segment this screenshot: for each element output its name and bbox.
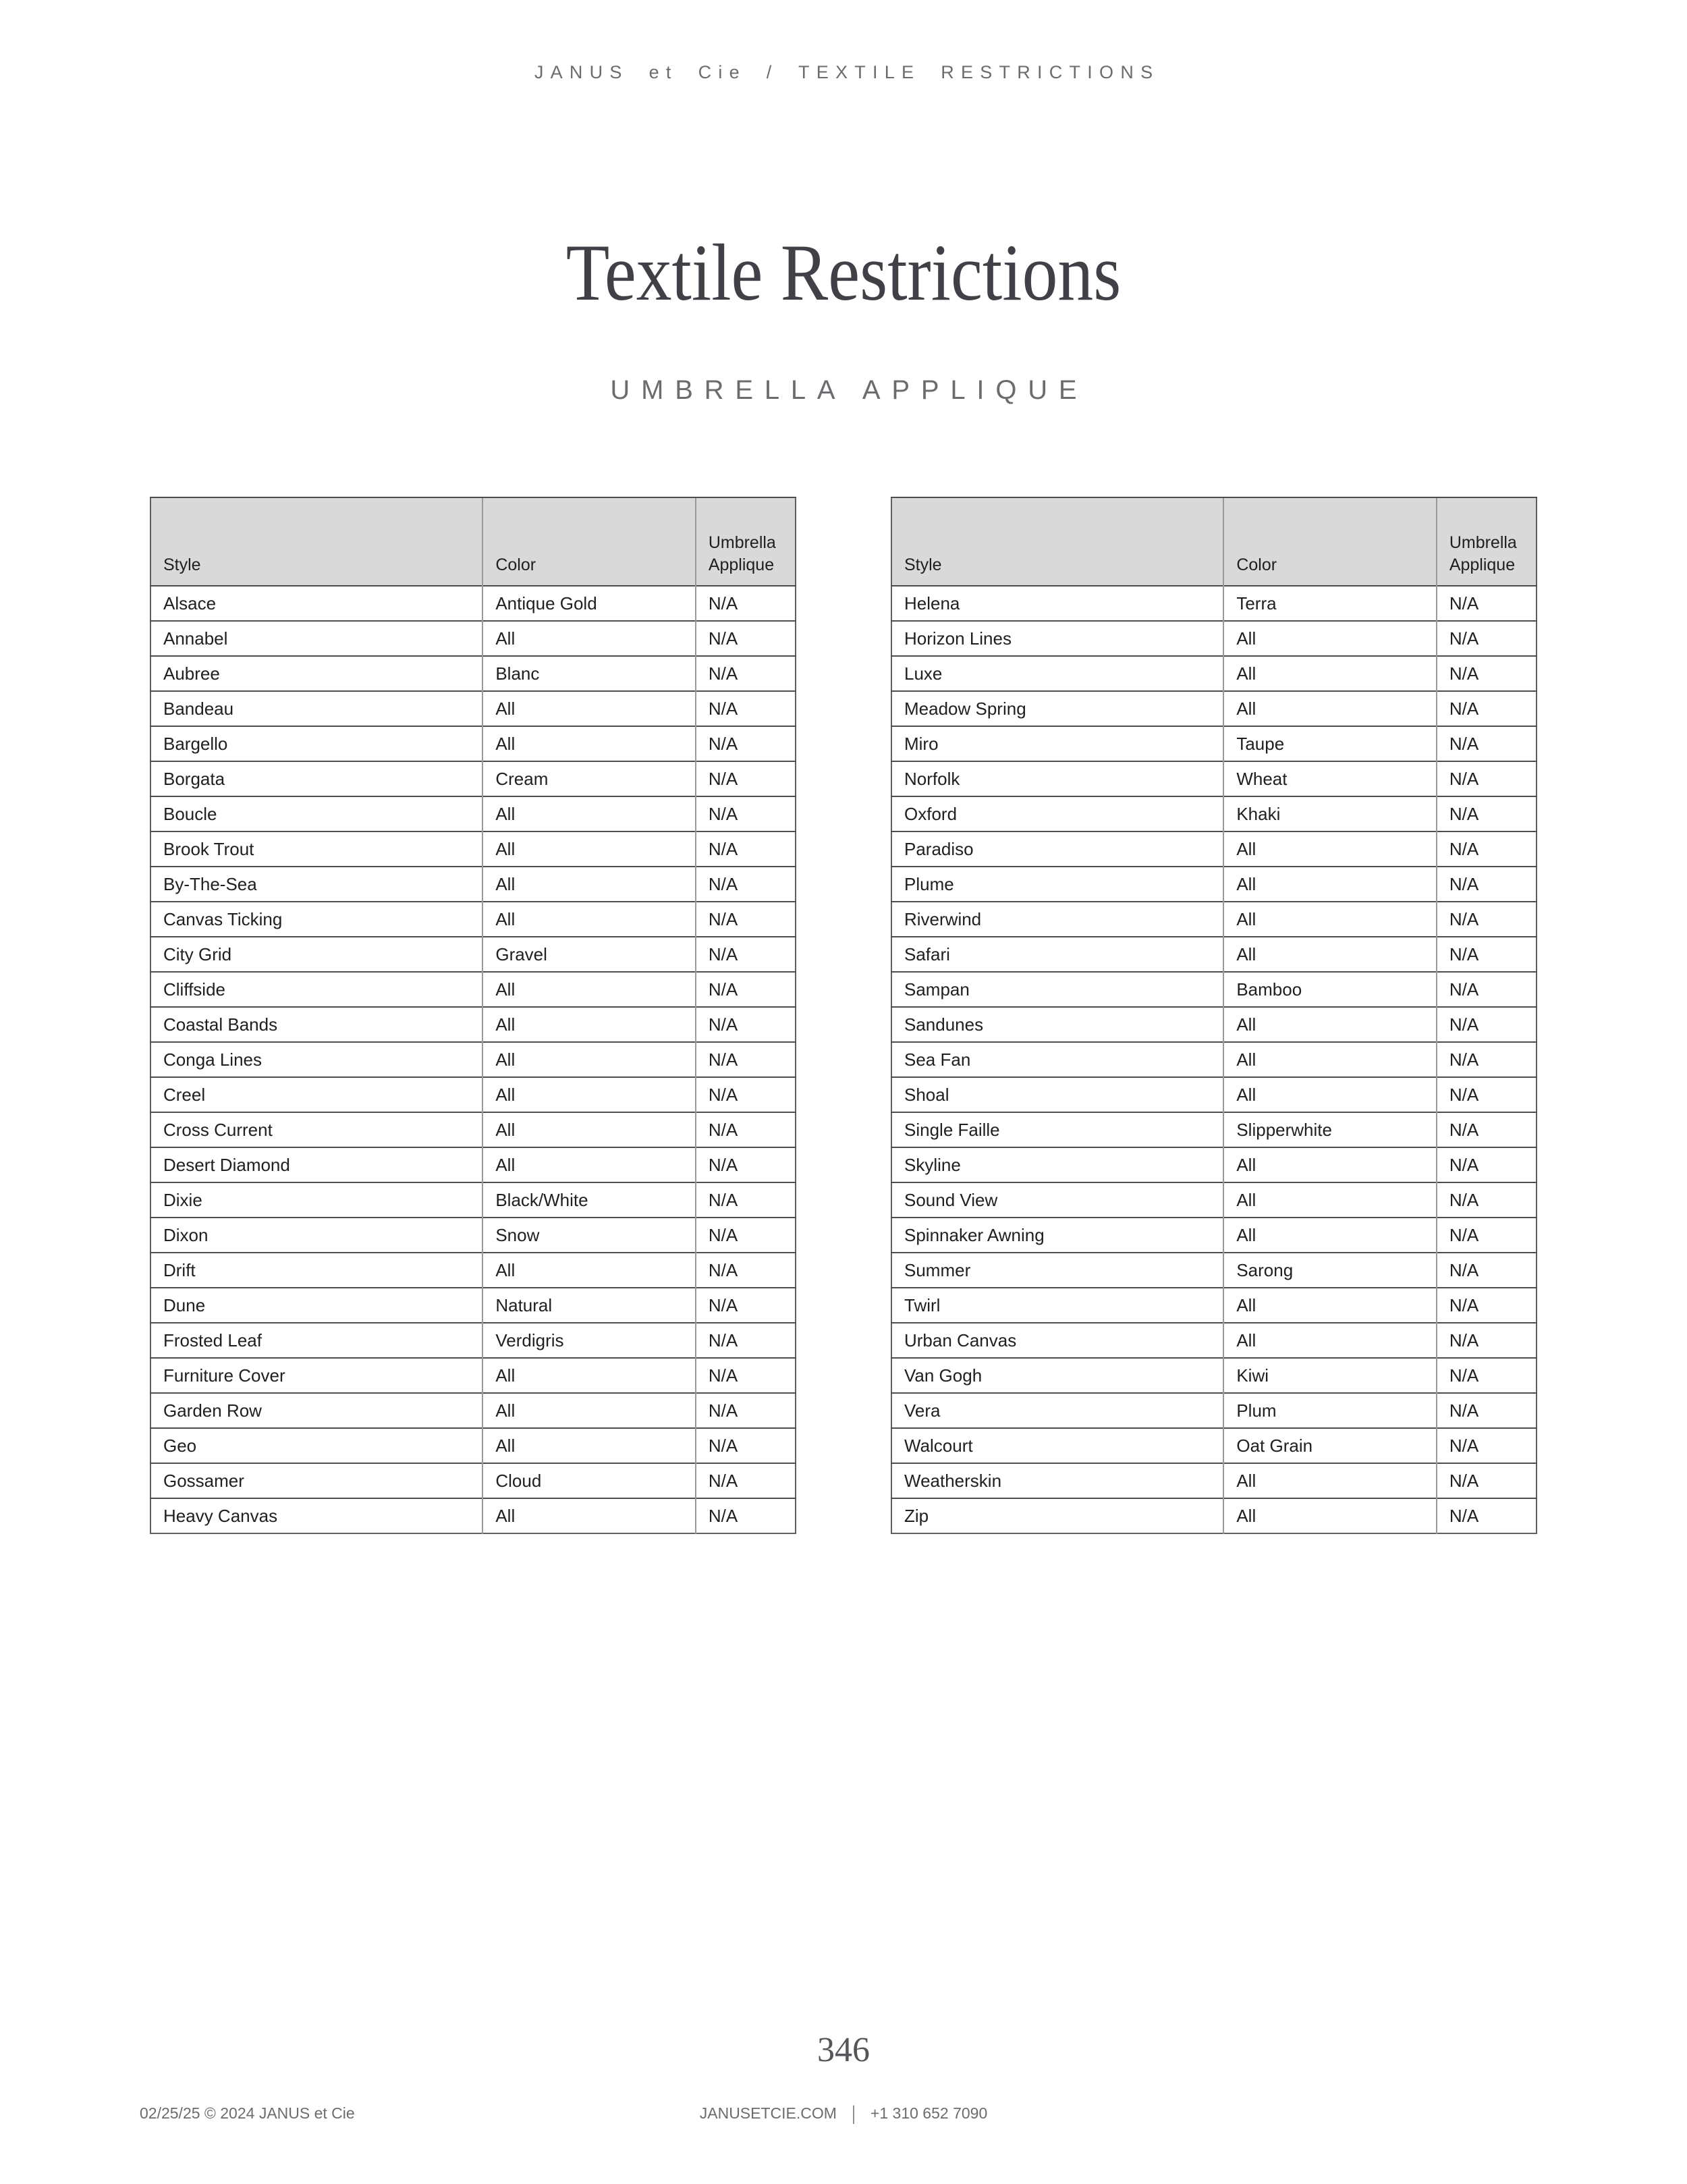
umbrella-applique-cell: N/A xyxy=(1437,761,1537,796)
table-row xyxy=(891,1288,1537,1323)
table-row xyxy=(150,691,796,726)
table-row xyxy=(891,1182,1537,1218)
color-cell: All xyxy=(482,1147,695,1182)
color-cell: Black/White xyxy=(482,1182,695,1218)
umbrella-applique-cell: N/A xyxy=(1437,621,1537,656)
color-cell: Natural xyxy=(482,1288,695,1323)
umbrella-applique-cell: N/A xyxy=(696,1498,796,1533)
style-cell: Dixie xyxy=(150,1182,482,1218)
color-cell: All xyxy=(1223,1042,1436,1077)
umbrella-applique-cell: N/A xyxy=(1437,1077,1537,1112)
color-cell: Terra xyxy=(1223,586,1436,621)
color-cell: All xyxy=(482,1498,695,1533)
color-cell: All xyxy=(1223,1147,1436,1182)
table-row xyxy=(150,1112,796,1147)
table-row xyxy=(150,1358,796,1393)
table-row xyxy=(891,867,1537,902)
table-row xyxy=(150,1218,796,1253)
color-cell: Verdigris xyxy=(482,1323,695,1358)
umbrella-applique-cell: N/A xyxy=(1437,1147,1537,1182)
style-cell: Annabel xyxy=(150,621,482,656)
umbrella-applique-cell: N/A xyxy=(696,1182,796,1218)
umbrella-applique-cell: N/A xyxy=(696,1288,796,1323)
color-cell: All xyxy=(482,1253,695,1288)
table-row xyxy=(891,1393,1537,1428)
style-cell: Spinnaker Awning xyxy=(891,1218,1223,1253)
footer-website: JANUSETCIE.COM xyxy=(699,2104,837,2122)
table-row xyxy=(891,1358,1537,1393)
column-header-color: Color xyxy=(482,497,695,586)
style-cell: Cross Current xyxy=(150,1112,482,1147)
table-row xyxy=(891,726,1537,761)
umbrella-applique-cell: N/A xyxy=(1437,726,1537,761)
style-cell: Dixon xyxy=(150,1218,482,1253)
table-row xyxy=(891,656,1537,691)
umbrella-applique-cell: N/A xyxy=(696,1253,796,1288)
color-cell: All xyxy=(1223,1218,1436,1253)
style-cell: Borgata xyxy=(150,761,482,796)
style-cell: Frosted Leaf xyxy=(150,1323,482,1358)
color-cell: All xyxy=(1223,1498,1436,1533)
style-cell: Miro xyxy=(891,726,1223,761)
column-header-umbrella-applique: Umbrella Applique xyxy=(1437,497,1537,586)
color-cell: Oat Grain xyxy=(1223,1428,1436,1463)
style-cell: Helena xyxy=(891,586,1223,621)
color-cell: All xyxy=(1223,621,1436,656)
umbrella-applique-cell: N/A xyxy=(696,691,796,726)
color-cell: All xyxy=(482,972,695,1007)
umbrella-applique-cell: N/A xyxy=(696,1393,796,1428)
column-header-style: Style xyxy=(891,497,1223,586)
style-cell: Desert Diamond xyxy=(150,1147,482,1182)
umbrella-applique-cell: N/A xyxy=(1437,1042,1537,1077)
table-row xyxy=(891,1253,1537,1288)
color-cell: Cloud xyxy=(482,1463,695,1498)
table-row xyxy=(891,831,1537,867)
table-row xyxy=(150,1323,796,1358)
color-cell: All xyxy=(1223,1323,1436,1358)
column-header-style: Style xyxy=(150,497,482,586)
style-cell: By-The-Sea xyxy=(150,867,482,902)
page-number: 346 xyxy=(817,2031,870,2069)
color-cell: All xyxy=(482,1112,695,1147)
footer-phone: +1 310 652 7090 xyxy=(870,2104,988,2122)
style-cell: Boucle xyxy=(150,796,482,831)
table-row xyxy=(891,1218,1537,1253)
style-cell: Cliffside xyxy=(150,972,482,1007)
style-cell: Creel xyxy=(150,1077,482,1112)
color-cell: All xyxy=(482,1042,695,1077)
color-cell: Kiwi xyxy=(1223,1358,1436,1393)
table-row xyxy=(150,1007,796,1042)
style-cell: Heavy Canvas xyxy=(150,1498,482,1533)
style-cell: Conga Lines xyxy=(150,1042,482,1077)
color-cell: All xyxy=(482,831,695,867)
table-row xyxy=(891,1042,1537,1077)
umbrella-applique-cell: N/A xyxy=(696,1323,796,1358)
textile-restrictions-table-right xyxy=(891,497,1537,1534)
color-cell: Cream xyxy=(482,761,695,796)
table-row xyxy=(150,1147,796,1182)
style-cell: Alsace xyxy=(150,586,482,621)
style-cell: Single Faille xyxy=(891,1112,1223,1147)
umbrella-applique-cell: N/A xyxy=(696,831,796,867)
style-cell: Coastal Bands xyxy=(150,1007,482,1042)
style-cell: Oxford xyxy=(891,796,1223,831)
style-cell: Riverwind xyxy=(891,902,1223,937)
style-cell: Meadow Spring xyxy=(891,691,1223,726)
style-cell: Safari xyxy=(891,937,1223,972)
color-cell: Bamboo xyxy=(1223,972,1436,1007)
table-row xyxy=(891,1077,1537,1112)
table-row xyxy=(891,1112,1537,1147)
color-cell: Gravel xyxy=(482,937,695,972)
style-cell: Skyline xyxy=(891,1147,1223,1182)
umbrella-applique-cell: N/A xyxy=(696,586,796,621)
table-row xyxy=(150,1042,796,1077)
style-cell: Van Gogh xyxy=(891,1358,1223,1393)
umbrella-applique-cell: N/A xyxy=(696,867,796,902)
style-cell: Sea Fan xyxy=(891,1042,1223,1077)
table-row xyxy=(150,1077,796,1112)
table-row xyxy=(150,1393,796,1428)
style-cell: Sampan xyxy=(891,972,1223,1007)
table-row xyxy=(150,586,796,621)
style-cell: Drift xyxy=(150,1253,482,1288)
umbrella-applique-cell: N/A xyxy=(1437,937,1537,972)
color-cell: Wheat xyxy=(1223,761,1436,796)
style-cell: Garden Row xyxy=(150,1393,482,1428)
umbrella-applique-cell: N/A xyxy=(696,1358,796,1393)
header-row xyxy=(150,497,796,586)
style-cell: City Grid xyxy=(150,937,482,972)
umbrella-applique-cell: N/A xyxy=(696,656,796,691)
umbrella-applique-cell: N/A xyxy=(1437,1218,1537,1253)
umbrella-applique-cell: N/A xyxy=(696,726,796,761)
header-row xyxy=(891,497,1537,586)
umbrella-applique-cell: N/A xyxy=(696,1077,796,1112)
table-row xyxy=(891,972,1537,1007)
style-cell: Plume xyxy=(891,867,1223,902)
style-cell: Sandunes xyxy=(891,1007,1223,1042)
umbrella-applique-cell: N/A xyxy=(1437,796,1537,831)
textile-restrictions-table-left xyxy=(150,497,796,1534)
table-row xyxy=(891,1463,1537,1498)
style-cell: Norfolk xyxy=(891,761,1223,796)
table-row xyxy=(891,1498,1537,1533)
table-row xyxy=(150,1288,796,1323)
umbrella-applique-cell: N/A xyxy=(1437,1358,1537,1393)
style-cell: Walcourt xyxy=(891,1428,1223,1463)
table-row xyxy=(150,796,796,831)
style-cell: Aubree xyxy=(150,656,482,691)
style-cell: Paradiso xyxy=(891,831,1223,867)
color-cell: Khaki xyxy=(1223,796,1436,831)
style-cell: Brook Trout xyxy=(150,831,482,867)
color-cell: Snow xyxy=(482,1218,695,1253)
column-header-color: Color xyxy=(1223,497,1436,586)
color-cell: Plum xyxy=(1223,1393,1436,1428)
style-cell: Bargello xyxy=(150,726,482,761)
page-title: Textile Restrictions xyxy=(565,227,1122,317)
style-cell: Luxe xyxy=(891,656,1223,691)
umbrella-applique-cell: N/A xyxy=(1437,1288,1537,1323)
color-cell: All xyxy=(482,867,695,902)
style-cell: Bandeau xyxy=(150,691,482,726)
table-row xyxy=(150,937,796,972)
footer xyxy=(0,2101,1687,2125)
footer-separator: | xyxy=(851,2101,856,2125)
table-row xyxy=(891,1007,1537,1042)
umbrella-applique-cell: N/A xyxy=(1437,867,1537,902)
footer-copyright: 02/25/25 © 2024 JANUS et Cie xyxy=(140,2104,355,2122)
table-row xyxy=(150,1428,796,1463)
umbrella-applique-cell: N/A xyxy=(1437,902,1537,937)
umbrella-applique-cell: N/A xyxy=(696,621,796,656)
color-cell: All xyxy=(482,1393,695,1428)
color-cell: All xyxy=(1223,902,1436,937)
umbrella-applique-cell: N/A xyxy=(1437,1428,1537,1463)
color-cell: All xyxy=(1223,1288,1436,1323)
umbrella-applique-cell: N/A xyxy=(696,796,796,831)
color-cell: All xyxy=(482,796,695,831)
page-subtitle: UMBRELLA APPLIQUE xyxy=(610,375,1088,405)
column-header-umbrella-applique: Umbrella Applique xyxy=(696,497,796,586)
style-cell: Canvas Ticking xyxy=(150,902,482,937)
color-cell: Sarong xyxy=(1223,1253,1436,1288)
color-cell: All xyxy=(482,726,695,761)
umbrella-applique-cell: N/A xyxy=(1437,691,1537,726)
style-cell: Weatherskin xyxy=(891,1463,1223,1498)
style-cell: Twirl xyxy=(891,1288,1223,1323)
style-cell: Summer xyxy=(891,1253,1223,1288)
style-cell: Zip xyxy=(891,1498,1223,1533)
umbrella-applique-cell: N/A xyxy=(1437,1112,1537,1147)
color-cell: All xyxy=(1223,1182,1436,1218)
color-cell: All xyxy=(482,1428,695,1463)
style-cell: Shoal xyxy=(891,1077,1223,1112)
table-row xyxy=(891,902,1537,937)
umbrella-applique-cell: N/A xyxy=(1437,831,1537,867)
table-row xyxy=(891,761,1537,796)
style-cell: Furniture Cover xyxy=(150,1358,482,1393)
umbrella-applique-cell: N/A xyxy=(696,761,796,796)
table-row xyxy=(891,586,1537,621)
umbrella-applique-cell: N/A xyxy=(696,937,796,972)
table-row xyxy=(891,691,1537,726)
color-cell: All xyxy=(482,1077,695,1112)
style-cell: Horizon Lines xyxy=(891,621,1223,656)
table-row xyxy=(150,1182,796,1218)
table-row xyxy=(150,1463,796,1498)
color-cell: All xyxy=(482,621,695,656)
color-cell: All xyxy=(482,1358,695,1393)
table-row xyxy=(150,831,796,867)
table-row xyxy=(150,726,796,761)
color-cell: All xyxy=(1223,1463,1436,1498)
umbrella-applique-cell: N/A xyxy=(1437,1007,1537,1042)
umbrella-applique-cell: N/A xyxy=(1437,1182,1537,1218)
umbrella-applique-cell: N/A xyxy=(1437,656,1537,691)
umbrella-applique-cell: N/A xyxy=(1437,586,1537,621)
table-row xyxy=(150,621,796,656)
style-cell: Gossamer xyxy=(150,1463,482,1498)
umbrella-applique-cell: N/A xyxy=(696,1007,796,1042)
table-row xyxy=(150,761,796,796)
umbrella-applique-cell: N/A xyxy=(696,1218,796,1253)
color-cell: All xyxy=(1223,831,1436,867)
color-cell: All xyxy=(1223,656,1436,691)
color-cell: Antique Gold xyxy=(482,586,695,621)
color-cell: All xyxy=(1223,867,1436,902)
umbrella-applique-cell: N/A xyxy=(696,1042,796,1077)
color-cell: Slipperwhite xyxy=(1223,1112,1436,1147)
color-cell: Taupe xyxy=(1223,726,1436,761)
table-row xyxy=(891,937,1537,972)
color-cell: All xyxy=(482,1007,695,1042)
table-row xyxy=(150,902,796,937)
table-row xyxy=(891,796,1537,831)
color-cell: Blanc xyxy=(482,656,695,691)
umbrella-applique-cell: N/A xyxy=(696,1112,796,1147)
style-cell: Sound View xyxy=(891,1182,1223,1218)
color-cell: All xyxy=(482,691,695,726)
umbrella-applique-cell: N/A xyxy=(1437,1498,1537,1533)
table-row xyxy=(891,621,1537,656)
style-cell: Dune xyxy=(150,1288,482,1323)
color-cell: All xyxy=(1223,691,1436,726)
table-row xyxy=(891,1323,1537,1358)
umbrella-applique-cell: N/A xyxy=(696,972,796,1007)
table-row xyxy=(891,1428,1537,1463)
umbrella-applique-cell: N/A xyxy=(696,1147,796,1182)
color-cell: All xyxy=(1223,937,1436,972)
umbrella-applique-cell: N/A xyxy=(1437,1463,1537,1498)
color-cell: All xyxy=(1223,1077,1436,1112)
umbrella-applique-cell: N/A xyxy=(696,1428,796,1463)
color-cell: All xyxy=(482,902,695,937)
style-cell: Vera xyxy=(891,1393,1223,1428)
document-header: JANUS et Cie / TEXTILE RESTRICTIONS xyxy=(534,62,1160,82)
table-row xyxy=(150,867,796,902)
umbrella-applique-cell: N/A xyxy=(696,902,796,937)
umbrella-applique-cell: N/A xyxy=(1437,1253,1537,1288)
style-cell: Geo xyxy=(150,1428,482,1463)
color-cell: All xyxy=(1223,1007,1436,1042)
style-cell: Urban Canvas xyxy=(891,1323,1223,1358)
table-row xyxy=(150,972,796,1007)
table-row xyxy=(891,1147,1537,1182)
umbrella-applique-cell: N/A xyxy=(696,1463,796,1498)
umbrella-applique-cell: N/A xyxy=(1437,1393,1537,1428)
table-row xyxy=(150,1253,796,1288)
umbrella-applique-cell: N/A xyxy=(1437,972,1537,1007)
table-row xyxy=(150,1498,796,1533)
table-row xyxy=(150,656,796,691)
umbrella-applique-cell: N/A xyxy=(1437,1323,1537,1358)
